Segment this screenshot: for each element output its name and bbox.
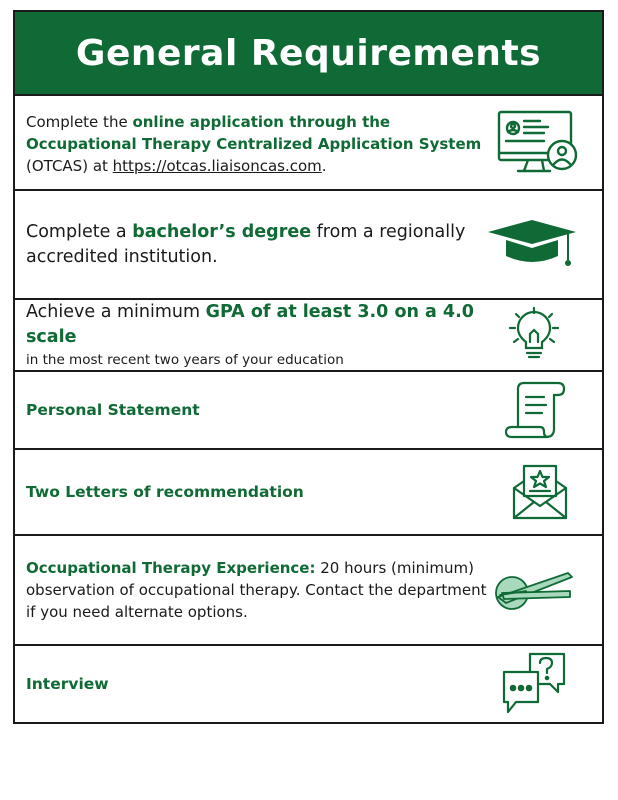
letters-label: Two Letters of recommendation (26, 483, 304, 501)
requirement-gpa (15, 298, 602, 370)
experience-bold: Occupational Therapy Experience: (26, 559, 316, 577)
application-text (26, 109, 496, 177)
degree-post: from a regionally accredited institution. (26, 221, 466, 267)
requirement-degree (15, 189, 602, 298)
experience-post: 20 hours (minimum) observation of occupational therapy. Contact the department if you need alternate options. (26, 559, 487, 621)
requirement-application (15, 94, 602, 189)
requirement-personal-statement (15, 370, 602, 448)
page-title (15, 12, 602, 94)
graduation-cap-icon (484, 216, 580, 274)
gpa-sub: in the most recent two years of your education (26, 352, 344, 368)
requirement-experience (15, 534, 602, 644)
computer-profile-icon (496, 109, 580, 177)
application-pre: Complete the (26, 112, 133, 131)
speech-bubbles-icon (500, 650, 570, 718)
experience-text (26, 557, 496, 623)
application-post: . (321, 156, 327, 175)
gpa-bold: GPA of at least 3.0 on a 4.0 scale (26, 302, 474, 347)
requirement-interview (15, 644, 602, 722)
gpa-text (26, 300, 496, 370)
degree-text (26, 220, 496, 270)
tongs-icon (492, 567, 576, 613)
application-bold: online application through the Occupational Therapy Centralized Application System (26, 112, 482, 153)
otcas-link[interactable]: https://otcas.liaisoncas.com (112, 156, 322, 175)
application-mid: (OTCAS) at (26, 156, 113, 175)
scroll-icon (502, 379, 568, 441)
requirements-card (13, 10, 604, 724)
degree-pre: Complete a (26, 221, 133, 242)
lightbulb-icon (506, 306, 562, 364)
requirement-letters (15, 448, 602, 534)
gpa-pre: Achieve a minimum (26, 302, 206, 322)
interview-label: Interview (26, 675, 109, 693)
page-title-text: General Requirements (75, 32, 542, 74)
envelope-star-icon (510, 462, 570, 522)
statement-label: Personal Statement (26, 401, 200, 419)
degree-bold: bachelor’s degree (132, 221, 312, 242)
